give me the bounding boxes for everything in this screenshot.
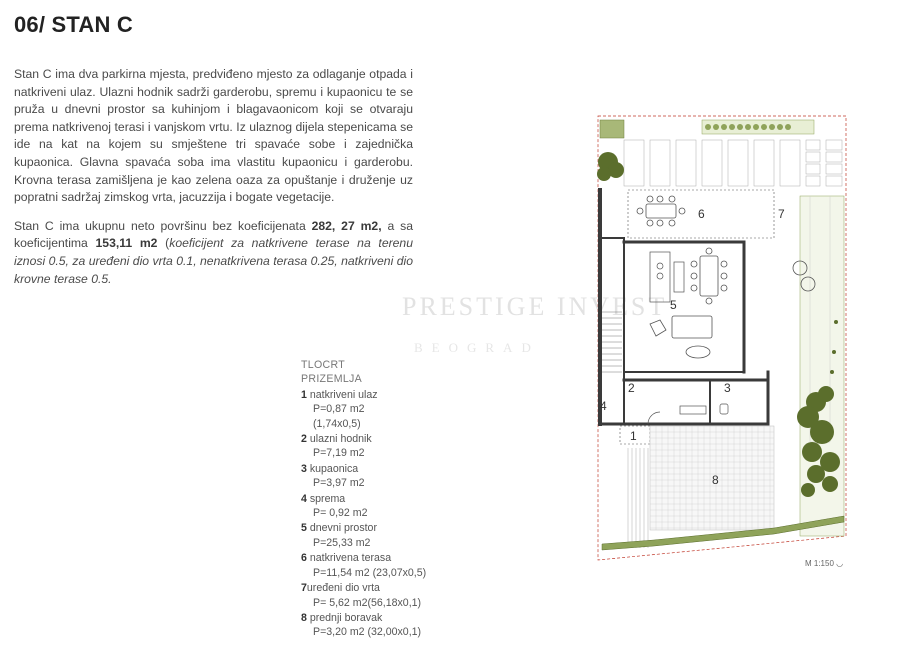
planter-top-left [600, 120, 624, 138]
scale-label [805, 559, 843, 568]
sofa [650, 316, 712, 358]
bathroom-fixtures [648, 404, 728, 424]
legend-item-number: 8 [301, 611, 307, 624]
legend-item-number: 4 [301, 492, 307, 505]
watermark-logo-text: PRESTIGE INVEST [402, 292, 668, 321]
legend-item-number: 5 [301, 522, 307, 535]
legend-item-area: P=3,20 m2 (32,00x0,1) [313, 626, 422, 639]
kitchen-island [650, 252, 684, 302]
room-label-1: 1 [630, 429, 637, 443]
staircase [602, 312, 622, 372]
legend-item-number: 2 [301, 433, 307, 446]
page-title: 06/ STAN C [14, 12, 133, 37]
area-text-2: a sa koeficijentima [14, 218, 413, 251]
floor-plan [594, 112, 856, 570]
building-walls [600, 190, 768, 424]
legend-item [301, 521, 451, 550]
room-label-8: 8 [712, 473, 719, 487]
legend-item-area: (1,74x0,5) [313, 417, 361, 430]
legend-item-number: 6 [301, 552, 307, 565]
legend-item-name: natkrivena terasa [306, 552, 392, 565]
room-label-7: 7 [778, 207, 785, 221]
legend-item [301, 388, 451, 431]
legend-item-number: 7 [301, 582, 307, 595]
coef-area-value: 153,11 m2 [95, 236, 158, 251]
north-icon: ◡ [833, 559, 844, 568]
legend-item [301, 611, 451, 640]
dining-table-inside [691, 248, 727, 304]
legend-item-name: dnevni prostor [306, 522, 377, 535]
description-paragraph-1: Stan C ima dva parkirna mjesta, predviđeno mjesto za odlaganje otpada i natkriveni ulaz. Ulazni hodnik sadrži garderobu, spremu i kupaonicu te se pruža u dnevni prostor sa kuhinjom i blagavaonicom koji se otvaraju prema natkrivenoj terasi i vanjskom vrtu. Iz ulaznog dijela stepenicama se ide na kat na kojem su smještene tri spavaće sobe i zajednička kupaonica. Glavna spavaća soba ima vlastitu kupaonicu i garderobu. Krovna terasa zamišljena je kao zelena oaza za opuštanje i druženje uz popratni sadržaj zimskog vrta, jacuzzija i bogate vegetacije. [14, 67, 413, 205]
dining-set-terrace [637, 196, 685, 226]
legend-item-area: P=25,33 m2 [313, 536, 371, 549]
legend-item-name: natkriveni ulaz [306, 388, 378, 401]
description [14, 66, 413, 288]
legend-item-name: uređeni dio vrta [306, 582, 380, 595]
legend-item [301, 551, 451, 580]
room-label-6: 6 [698, 207, 705, 221]
net-area-value: 282, 27 m2, [311, 218, 382, 233]
room-label-4: 4 [600, 399, 607, 413]
legend-item-area: P=0,87 m2 [313, 403, 365, 416]
scale-text: M 1:150 [805, 559, 834, 568]
room-label-5: 5 [670, 298, 677, 312]
legend-items [301, 388, 451, 640]
paren-open: ( [157, 236, 170, 251]
legend-item [301, 492, 451, 521]
coef-note: koeficijent za natkrivene terase na terenu iznosi 0.5, za uređeni dio vrta 0.1, nenatkrivena terasa 0.25, natkriveni dio krovne terase 0.5. [14, 236, 413, 286]
legend-item [301, 432, 451, 461]
legend-item-area: P=11,54 m2 (23,07x0,5) [313, 566, 427, 579]
legend-item-name: prednji boravak [306, 611, 383, 624]
paving-top [624, 140, 842, 186]
parking-stripes [628, 448, 648, 548]
hedge-dots [705, 124, 791, 130]
legend-item [301, 462, 451, 491]
legend-item-area: P=3,97 m2 [313, 477, 365, 490]
legend-item-number: 3 [301, 462, 307, 475]
legend-item-name: kupaonica [306, 462, 359, 475]
legend-subheading: PRIZEMLJA [301, 373, 362, 386]
description-paragraph-2 [14, 218, 413, 288]
legend-item-name: sprema [306, 492, 346, 505]
floor-plan-legend [301, 358, 451, 640]
room-label-2: 2 [628, 381, 635, 395]
room-label-3: 3 [724, 381, 731, 395]
legend-item-area: P= 5,62 m2(56,18x0,1) [313, 596, 422, 609]
area-text: Stan C ima ukupnu neto površinu bez koeficijenata [14, 218, 312, 233]
legend-item-number: 1 [301, 388, 307, 401]
legend-item [301, 581, 451, 610]
legend-item-area: P=7,19 m2 [313, 447, 365, 460]
watermark-sub-text: BEOGRAD [414, 340, 540, 355]
tree-icon [597, 152, 624, 181]
legend-item-name: ulazni hodnik [306, 433, 372, 446]
legend-item-area: P= 0,92 m2 [313, 507, 368, 520]
legend-heading: TLOCRT [301, 359, 345, 371]
